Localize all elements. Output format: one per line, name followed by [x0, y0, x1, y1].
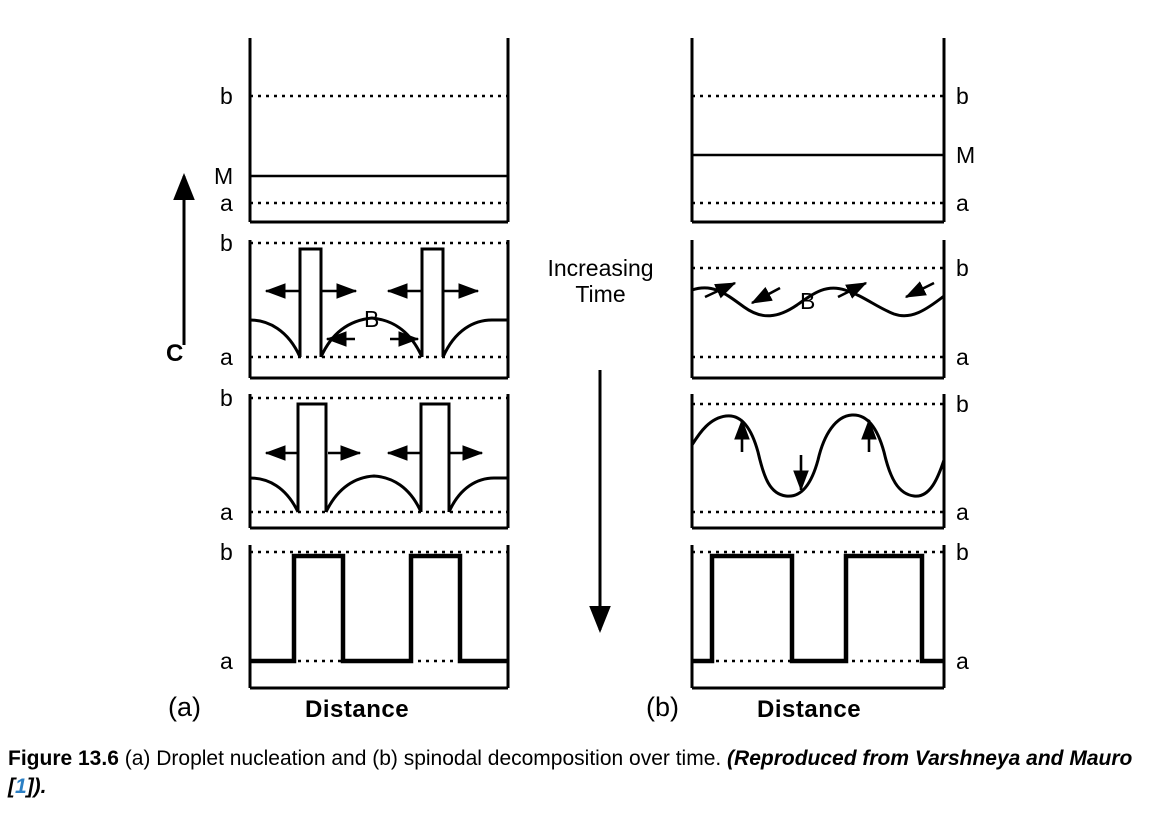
panel-b-row1-label-a: a: [956, 190, 969, 216]
figure-reproduced-prefix: (Reproduced from Varshneya and Mauro [: [8, 747, 1133, 798]
increasing-time-line2: Time: [575, 281, 626, 308]
panel-a-row3-label-a: a: [220, 499, 233, 525]
figure-reference-link[interactable]: 1: [15, 774, 27, 798]
panel-b-row3-label-b: b: [956, 391, 969, 417]
panel-a-row2-label-b: b: [220, 230, 233, 256]
panel-b-row1-label-b: b: [956, 83, 969, 109]
panel-b-row-4: [692, 545, 944, 688]
increasing-time-line1: Increasing: [547, 255, 654, 281]
panel-b-x-axis-label: Distance: [757, 696, 862, 723]
panel-b-row2-label-a: a: [956, 344, 969, 370]
panel-a-row4-label-b: b: [220, 539, 233, 565]
panel-a-row-1: [250, 38, 508, 222]
panel-a-row1-label-b: b: [220, 83, 233, 109]
figure-number: Figure 13.6: [8, 747, 119, 770]
panel-b-row3-label-a: a: [956, 499, 969, 525]
panel-a-row3-label-b: b: [220, 385, 233, 411]
panel-b-row-3: [692, 394, 944, 528]
panel-b-row2-label-b: b: [956, 255, 969, 281]
figure-caption-text: (a) Droplet nucleation and (b) spinodal decomposition over time.: [118, 747, 728, 770]
panel-a-row1-label-a: a: [220, 190, 233, 216]
panel-b-row-1: [692, 38, 944, 222]
figure-caption: [8, 745, 1138, 800]
panel-a-row-4: [250, 545, 508, 688]
panel-a-row1-label-m: M: [214, 163, 234, 189]
panel-a-row-3: [250, 394, 508, 528]
panel-b-sublabel: (b): [646, 692, 679, 722]
panel-a-row2-label-a: a: [220, 344, 233, 370]
increasing-time-label: [528, 255, 673, 308]
panel-b-row2-label-B: B: [800, 288, 816, 314]
panel-b-row-2: [692, 240, 944, 378]
panel-a-row4-label-a: a: [220, 648, 233, 674]
figure-reproduced-suffix: ]).: [26, 774, 47, 798]
panel-a-row2-label-B: B: [364, 306, 380, 332]
panel-a-sublabel: (a): [168, 692, 201, 722]
panel-b-row4-label-a: a: [956, 648, 969, 674]
panel-a-x-axis-label: Distance: [305, 696, 410, 723]
y-axis-label: C: [166, 340, 184, 367]
panel-b-row1-label-m: M: [956, 142, 976, 168]
panel-b-row4-label-b: b: [956, 539, 969, 565]
